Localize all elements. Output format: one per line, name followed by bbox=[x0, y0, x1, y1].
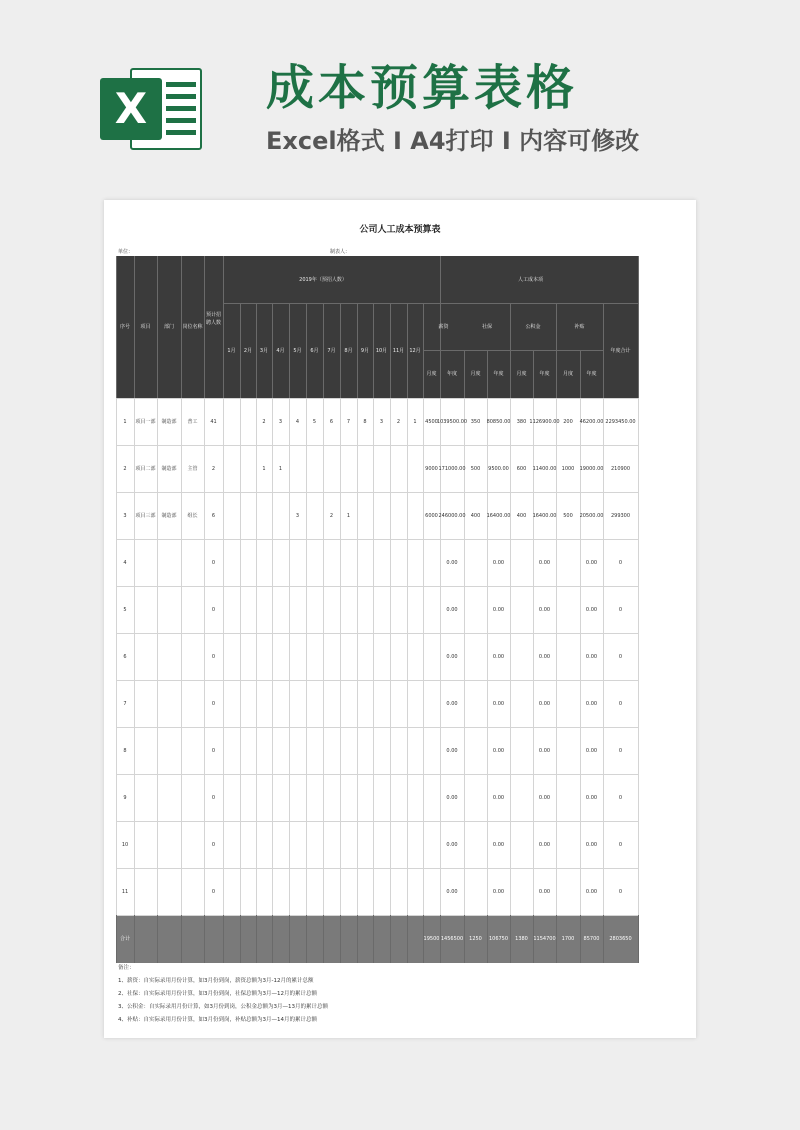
cell-salary-monthly: 6000 bbox=[425, 512, 438, 519]
footer-col-line bbox=[487, 915, 488, 963]
header-col-line bbox=[157, 256, 158, 398]
body-col-line bbox=[116, 398, 117, 915]
header-col-line bbox=[256, 303, 257, 398]
footer-col-line bbox=[157, 915, 158, 963]
footer-col-line bbox=[603, 915, 604, 963]
spreadsheet-page bbox=[104, 200, 696, 1038]
header-col-line bbox=[306, 303, 307, 398]
footer-col-line bbox=[510, 915, 511, 963]
header-social: 社保 bbox=[481, 323, 493, 330]
cell-position: 组长 bbox=[187, 512, 198, 519]
cell-year-total: 0 bbox=[618, 700, 623, 707]
cell-social-monthly: 400 bbox=[470, 512, 481, 519]
body-col-line bbox=[181, 398, 182, 915]
header-project: 项目 bbox=[140, 324, 151, 330]
cell-salary-yearly: 246000.00 bbox=[438, 512, 466, 519]
footer-col-line bbox=[289, 915, 290, 963]
header-col-line bbox=[487, 350, 488, 398]
header-yearly: 年度 bbox=[493, 371, 504, 377]
cell-planned: 6 bbox=[211, 512, 216, 519]
body-col-line bbox=[440, 398, 441, 915]
cell-position: 主管 bbox=[187, 465, 198, 472]
cell-fund-yearly: 0.00 bbox=[538, 888, 551, 895]
header-month: 8月 bbox=[344, 347, 353, 354]
cell-dept: 制造部 bbox=[161, 512, 177, 519]
footer-col-line bbox=[306, 915, 307, 963]
excel-logo-letter: X bbox=[100, 78, 162, 140]
footer-col-line bbox=[272, 915, 273, 963]
cell-salary-yearly: 0.00 bbox=[446, 606, 458, 613]
body-col-line bbox=[134, 398, 135, 915]
header-dept: 部门 bbox=[163, 324, 175, 330]
header-monthly: 月度 bbox=[470, 371, 481, 377]
header-col-line bbox=[340, 303, 341, 398]
footer-year-total: 2803650 bbox=[609, 936, 632, 942]
cell-seq: 4 bbox=[123, 559, 127, 566]
footer-col-line bbox=[256, 915, 257, 963]
body-row-line bbox=[116, 586, 638, 587]
cell-salary-yearly: 0.00 bbox=[446, 794, 458, 801]
header-monthly: 月度 bbox=[426, 371, 437, 377]
cell-project: 项目二部 bbox=[135, 465, 156, 472]
cell-social-yearly: 0.00 bbox=[492, 559, 505, 566]
header-col-line bbox=[464, 350, 465, 398]
header-month: 2月 bbox=[243, 347, 253, 354]
cell-year-total: 0 bbox=[618, 559, 623, 566]
cell-social-yearly: 80850.00 bbox=[486, 418, 511, 425]
cell-month: 2 bbox=[329, 512, 334, 519]
header-month: 4月 bbox=[276, 347, 285, 354]
cell-salary-yearly: 0.00 bbox=[446, 747, 458, 754]
footer-fund-yearly: 1154700 bbox=[533, 936, 556, 942]
body-col-line bbox=[373, 398, 374, 915]
cell-seq: 5 bbox=[123, 606, 127, 613]
notes-title: 备注： bbox=[118, 965, 135, 971]
cell-planned: 2 bbox=[211, 465, 216, 472]
header-col-line bbox=[116, 256, 117, 398]
cell-project: 项目一部 bbox=[135, 418, 156, 425]
cell-salary-monthly: 9000 bbox=[425, 465, 438, 472]
footer-col-line bbox=[373, 915, 374, 963]
cell-subsidy-yearly: 19000.00 bbox=[579, 465, 604, 472]
footer-fund-monthly: 1380 bbox=[515, 936, 528, 942]
cell-year-total: 0 bbox=[618, 653, 623, 660]
cell-fund-yearly: 0.00 bbox=[538, 653, 551, 660]
cell-salary-yearly: 171000.00 bbox=[438, 465, 466, 472]
cell-subsidy-yearly: 0.00 bbox=[585, 559, 598, 566]
cell-fund-yearly: 1126900.00 bbox=[529, 418, 560, 425]
cell-subsidy-monthly: 1000 bbox=[561, 465, 575, 472]
cell-year-total: 0 bbox=[618, 606, 623, 613]
sheet-title: 公司人工成本预算表 bbox=[359, 225, 441, 235]
cell-month: 1 bbox=[346, 512, 351, 519]
body-row-line bbox=[116, 492, 638, 493]
header-month: 6月 bbox=[310, 347, 319, 354]
cell-subsidy-yearly: 0.00 bbox=[585, 700, 598, 707]
header-position: 岗位名称 bbox=[182, 324, 203, 330]
header-yearly: 年度 bbox=[446, 371, 458, 377]
note-line-3: 3、公积金：自实际录用月份计算，如3月份到岗，公积金总额为3月—13月的累计总额 bbox=[118, 1004, 328, 1010]
cell-month: 3 bbox=[295, 512, 300, 519]
body-row-line bbox=[116, 680, 638, 681]
body-row-line bbox=[116, 868, 638, 869]
body-col-line bbox=[357, 398, 358, 915]
body-col-line bbox=[407, 398, 408, 915]
footer-col-line bbox=[556, 915, 557, 963]
body-row-line bbox=[116, 445, 638, 446]
body-col-line bbox=[340, 398, 341, 915]
header-col-line bbox=[603, 303, 604, 398]
cell-year-total: 2293450.00 bbox=[605, 418, 636, 425]
header-monthly: 月度 bbox=[562, 371, 574, 377]
footer-col-line bbox=[580, 915, 581, 963]
footer-col-line bbox=[181, 915, 182, 963]
body-col-line bbox=[464, 398, 465, 915]
cell-salary-yearly: 0.00 bbox=[446, 653, 458, 660]
header-col-line bbox=[407, 303, 408, 398]
cell-planned: 0 bbox=[211, 794, 216, 801]
cell-planned: 0 bbox=[211, 606, 216, 613]
header-yearly: 年度 bbox=[586, 371, 597, 377]
cell-subsidy-yearly: 0.00 bbox=[585, 653, 598, 660]
cell-fund-yearly: 0.00 bbox=[538, 559, 551, 566]
footer-col-line bbox=[407, 915, 408, 963]
cell-month: 2 bbox=[396, 418, 401, 425]
header-col-line bbox=[240, 303, 241, 398]
body-row-line bbox=[116, 821, 638, 822]
cell-year-total: 0 bbox=[618, 794, 623, 801]
body-col-line bbox=[556, 398, 557, 915]
cell-year-total: 0 bbox=[618, 841, 623, 848]
body-col-line bbox=[533, 398, 534, 915]
header-col-line bbox=[272, 303, 273, 398]
header-col-line bbox=[204, 256, 205, 398]
cell-planned: 0 bbox=[211, 747, 216, 754]
body-row-line bbox=[116, 774, 638, 775]
cell-seq: 2 bbox=[123, 465, 127, 472]
cell-social-yearly: 0.00 bbox=[492, 606, 505, 613]
footer-subsidy-monthly: 1700 bbox=[561, 936, 575, 942]
cell-fund-yearly: 0.00 bbox=[538, 794, 551, 801]
cell-month: 4 bbox=[295, 418, 300, 425]
header-month: 1月 bbox=[227, 347, 236, 354]
cell-subsidy-monthly: 200 bbox=[563, 418, 573, 425]
footer-social-monthly: 1250 bbox=[469, 936, 482, 942]
header-seq: 序号 bbox=[119, 324, 131, 330]
cell-seq: 1 bbox=[123, 418, 127, 425]
body-col-line bbox=[157, 398, 158, 915]
cell-planned: 0 bbox=[211, 653, 216, 660]
cell-month: 5 bbox=[312, 418, 317, 425]
footer-col-line bbox=[464, 915, 465, 963]
body-col-line bbox=[256, 398, 257, 915]
header-row-line bbox=[423, 303, 638, 304]
unit-label: 单位： bbox=[118, 249, 134, 255]
cell-fund-monthly: 600 bbox=[516, 465, 527, 472]
cell-position: 普工 bbox=[187, 418, 198, 425]
body-col-line bbox=[638, 398, 639, 915]
cell-fund-monthly: 400 bbox=[516, 512, 527, 519]
cell-social-yearly: 0.00 bbox=[492, 888, 505, 895]
cell-social-yearly: 9500.00 bbox=[488, 465, 509, 472]
header-month: 7月 bbox=[327, 347, 336, 354]
cell-year-total: 0 bbox=[618, 888, 623, 895]
cell-month: 7 bbox=[346, 418, 351, 425]
cell-fund-yearly: 0.00 bbox=[538, 700, 551, 707]
cell-project: 项目三部 bbox=[135, 512, 156, 519]
cell-subsidy-yearly: 46200.00 bbox=[579, 418, 604, 425]
banner-title: 成本预算表格 bbox=[266, 60, 579, 116]
notes-section bbox=[118, 962, 328, 1027]
header-subsidy: 补贴 bbox=[574, 323, 585, 330]
cell-fund-yearly: 11400.00 bbox=[532, 465, 557, 472]
header-col-line bbox=[289, 303, 290, 398]
cell-seq: 11 bbox=[121, 888, 129, 895]
header-col-line bbox=[357, 303, 358, 398]
cell-planned: 41 bbox=[210, 418, 217, 425]
cell-year-total: 299300 bbox=[610, 512, 631, 519]
body-row-line bbox=[116, 633, 638, 634]
cell-subsidy-yearly: 0.00 bbox=[585, 747, 598, 754]
cell-social-yearly: 16400.00 bbox=[486, 512, 511, 519]
body-col-line bbox=[423, 398, 424, 915]
table-footer-bg bbox=[116, 915, 638, 963]
header-month: 5月 bbox=[293, 347, 302, 354]
cell-seq: 3 bbox=[123, 512, 127, 519]
header-month: 9月 bbox=[360, 347, 370, 354]
header-monthly: 月度 bbox=[516, 371, 527, 377]
cell-subsidy-monthly: 500 bbox=[563, 512, 573, 519]
header-month: 10月 bbox=[375, 347, 388, 354]
body-row-line bbox=[116, 398, 638, 399]
maker-label: 制表人： bbox=[330, 249, 351, 255]
cell-fund-yearly: 0.00 bbox=[538, 841, 551, 848]
cell-dept: 制造部 bbox=[161, 418, 177, 425]
cell-planned: 0 bbox=[211, 841, 216, 848]
cell-month: 8 bbox=[363, 418, 367, 425]
footer-col-line bbox=[357, 915, 358, 963]
footer-col-line bbox=[323, 915, 324, 963]
footer-salary-monthly: 19500 bbox=[423, 936, 440, 942]
banner-subtitle: Excel格式 Ⅰ A4打印 Ⅰ 内容可修改 bbox=[266, 127, 640, 155]
body-col-line bbox=[580, 398, 581, 915]
header-col-line bbox=[580, 350, 581, 398]
cell-social-yearly: 0.00 bbox=[492, 794, 505, 801]
body-row-line bbox=[116, 915, 638, 916]
cell-fund-yearly: 0.00 bbox=[538, 747, 551, 754]
cell-salary-monthly: 4500 bbox=[425, 418, 438, 425]
cell-planned: 0 bbox=[211, 888, 216, 895]
body-row-line bbox=[116, 727, 638, 728]
cell-dept: 制造部 bbox=[161, 465, 177, 472]
cell-month: 1 bbox=[278, 465, 283, 472]
header-year-total: 年度合计 bbox=[610, 347, 631, 354]
body-col-line bbox=[603, 398, 604, 915]
cell-salary-yearly: 0.00 bbox=[446, 700, 458, 707]
cell-social-monthly: 350 bbox=[470, 418, 481, 425]
excel-logo-icon bbox=[100, 60, 204, 158]
body-col-line bbox=[289, 398, 290, 915]
footer-salary-yearly: 1456500 bbox=[440, 936, 464, 942]
cell-seq: 7 bbox=[123, 700, 127, 707]
cell-social-yearly: 0.00 bbox=[492, 747, 505, 754]
cell-seq: 10 bbox=[121, 841, 129, 848]
header-col-line bbox=[134, 256, 135, 398]
cell-year-total: 210900 bbox=[610, 465, 631, 472]
cell-month: 6 bbox=[329, 418, 334, 425]
header-planned: 预计招聘人数 bbox=[205, 312, 221, 326]
cell-fund-monthly: 380 bbox=[516, 418, 527, 425]
body-col-line bbox=[323, 398, 324, 915]
body-col-line bbox=[204, 398, 205, 915]
header-col-line bbox=[373, 303, 374, 398]
cell-month: 1 bbox=[413, 418, 417, 425]
header-month: 3月 bbox=[259, 347, 269, 354]
cell-fund-yearly: 16400.00 bbox=[532, 512, 557, 519]
note-line-2: 2、社保：自实际录用月份计算，如3月份到岗，社保总额为3月—12月的累计总额 bbox=[118, 991, 317, 997]
cell-planned: 0 bbox=[211, 559, 216, 566]
cell-social-yearly: 0.00 bbox=[492, 841, 505, 848]
cell-subsidy-yearly: 20500.00 bbox=[579, 512, 604, 519]
body-col-line bbox=[487, 398, 488, 915]
cell-seq: 8 bbox=[123, 747, 127, 754]
cell-salary-yearly: 0.00 bbox=[446, 888, 458, 895]
cell-month: 2 bbox=[262, 418, 266, 425]
header-col-line bbox=[533, 350, 534, 398]
footer-col-line bbox=[240, 915, 241, 963]
footer-social-yearly: 106750 bbox=[488, 936, 509, 942]
cell-subsidy-yearly: 0.00 bbox=[585, 841, 598, 848]
body-col-line bbox=[240, 398, 241, 915]
cell-salary-yearly: 0.00 bbox=[446, 559, 458, 566]
cell-month: 3 bbox=[379, 418, 384, 425]
body-col-line bbox=[223, 398, 224, 915]
footer-col-line bbox=[223, 915, 224, 963]
cell-social-yearly: 0.00 bbox=[492, 653, 505, 660]
header-month: 11月 bbox=[392, 347, 405, 354]
cell-seq: 9 bbox=[123, 794, 127, 801]
body-col-line bbox=[306, 398, 307, 915]
header-fund: 公积金 bbox=[525, 323, 541, 330]
header-yearly: 年度 bbox=[539, 371, 550, 377]
header-group-2019: 2019年（预招人数） bbox=[299, 276, 347, 283]
cell-social-yearly: 0.00 bbox=[492, 700, 505, 707]
cell-salary-yearly: 1039500.00 bbox=[436, 418, 468, 425]
header-group-cost: 人工成本项 bbox=[517, 276, 544, 283]
body-col-line bbox=[272, 398, 273, 915]
cell-fund-yearly: 0.00 bbox=[538, 606, 551, 613]
header-col-line bbox=[223, 256, 224, 398]
footer-col-line bbox=[638, 915, 639, 963]
footer-col-line bbox=[204, 915, 205, 963]
cell-seq: 6 bbox=[123, 653, 127, 660]
cell-subsidy-yearly: 0.00 bbox=[585, 794, 598, 801]
cell-social-monthly: 500 bbox=[470, 465, 481, 472]
footer-col-line bbox=[390, 915, 391, 963]
header-row-line bbox=[223, 303, 423, 304]
header-row-line bbox=[423, 350, 603, 351]
cell-month: 1 bbox=[262, 465, 266, 472]
cell-subsidy-yearly: 0.00 bbox=[585, 606, 598, 613]
cell-salary-yearly: 0.00 bbox=[446, 841, 458, 848]
cell-planned: 0 bbox=[211, 700, 216, 707]
body-col-line bbox=[390, 398, 391, 915]
header-salary: 薪资 bbox=[438, 323, 449, 330]
body-col-line bbox=[510, 398, 511, 915]
cell-year-total: 0 bbox=[618, 747, 623, 754]
body-row-line bbox=[116, 539, 638, 540]
footer-subsidy-yearly: 85700 bbox=[583, 936, 600, 942]
header-col-line bbox=[390, 303, 391, 398]
footer-label: 合计 bbox=[119, 936, 131, 942]
note-line-1: 1、薪资：自实际录用月份计算，如3月份到岗，薪资总额为3月-12月的累计总额 bbox=[118, 978, 314, 984]
header-month: 12月 bbox=[409, 347, 421, 354]
header-col-line bbox=[323, 303, 324, 398]
cell-month: 3 bbox=[278, 418, 283, 425]
footer-col-line bbox=[116, 915, 117, 963]
footer-col-line bbox=[134, 915, 135, 963]
footer-col-line bbox=[340, 915, 341, 963]
header-col-line bbox=[638, 256, 639, 398]
cell-subsidy-yearly: 0.00 bbox=[585, 888, 598, 895]
note-line-4: 4、补贴：自实际录用月份计算，如3月份到岗，补贴总额为3月—14月的累计总额 bbox=[118, 1017, 317, 1023]
